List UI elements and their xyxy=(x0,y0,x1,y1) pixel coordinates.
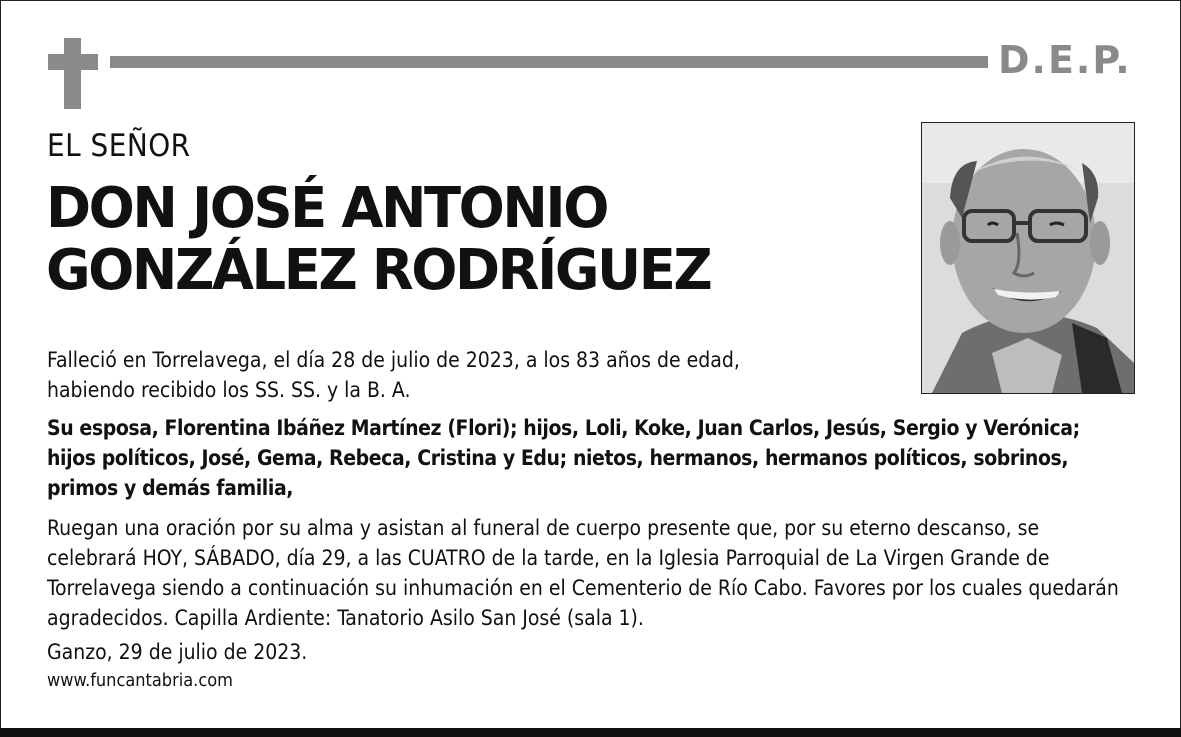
death-line-1: Falleció en Torrelavega, el día 28 de julio de 2023, a los 83 años de edad, xyxy=(47,348,740,372)
portrait-photo xyxy=(921,122,1135,394)
family-list: Su esposa, Florentina Ibáñez Martínez (Flori); hijos, Loli, Koke, Juan Carlos, Jesús, Sergio y Verónica; hijos políticos, José, Gema, Rebeca, Cristina y Edu; nietos, hermanos, hermanos políticos, sobrinos, primos y demás familia, xyxy=(47,416,1080,500)
deceased-name xyxy=(46,178,710,302)
place-date: Ganzo, 29 de julio de 2023. xyxy=(47,640,308,664)
bottom-bar xyxy=(0,728,1181,737)
death-announcement xyxy=(47,345,740,405)
heading: EL SEÑOR xyxy=(47,128,191,164)
death-line-2: habiendo recibido los SS. SS. y la B. A. xyxy=(47,378,411,402)
funeral-details: Ruegan una oración por su alma y asistan al funeral de cuerpo presente que, por su eterno descanso, se celebrará HOY, SÁBADO, día 29, a las CUATRO de la tarde, en la Iglesia Parroquial de La Virgen Grande de Torrelavega siendo a continuación su inhumación en el Cementerio de Río Cabo. Favores por los cuales quedarán agradecidos. Capilla Ardiente: Tanatorio Asilo San José (sala 1). xyxy=(47,516,1119,630)
header-rule xyxy=(110,56,988,68)
portrait-image xyxy=(922,123,1134,393)
website-text: www.funcantabria.com xyxy=(47,670,233,691)
dep-label: D.E.P. xyxy=(998,38,1132,82)
name-line-1: DON JOSÉ ANTONIO xyxy=(46,176,607,241)
name-line-2: GONZÁLEZ RODRÍGUEZ xyxy=(46,238,711,303)
